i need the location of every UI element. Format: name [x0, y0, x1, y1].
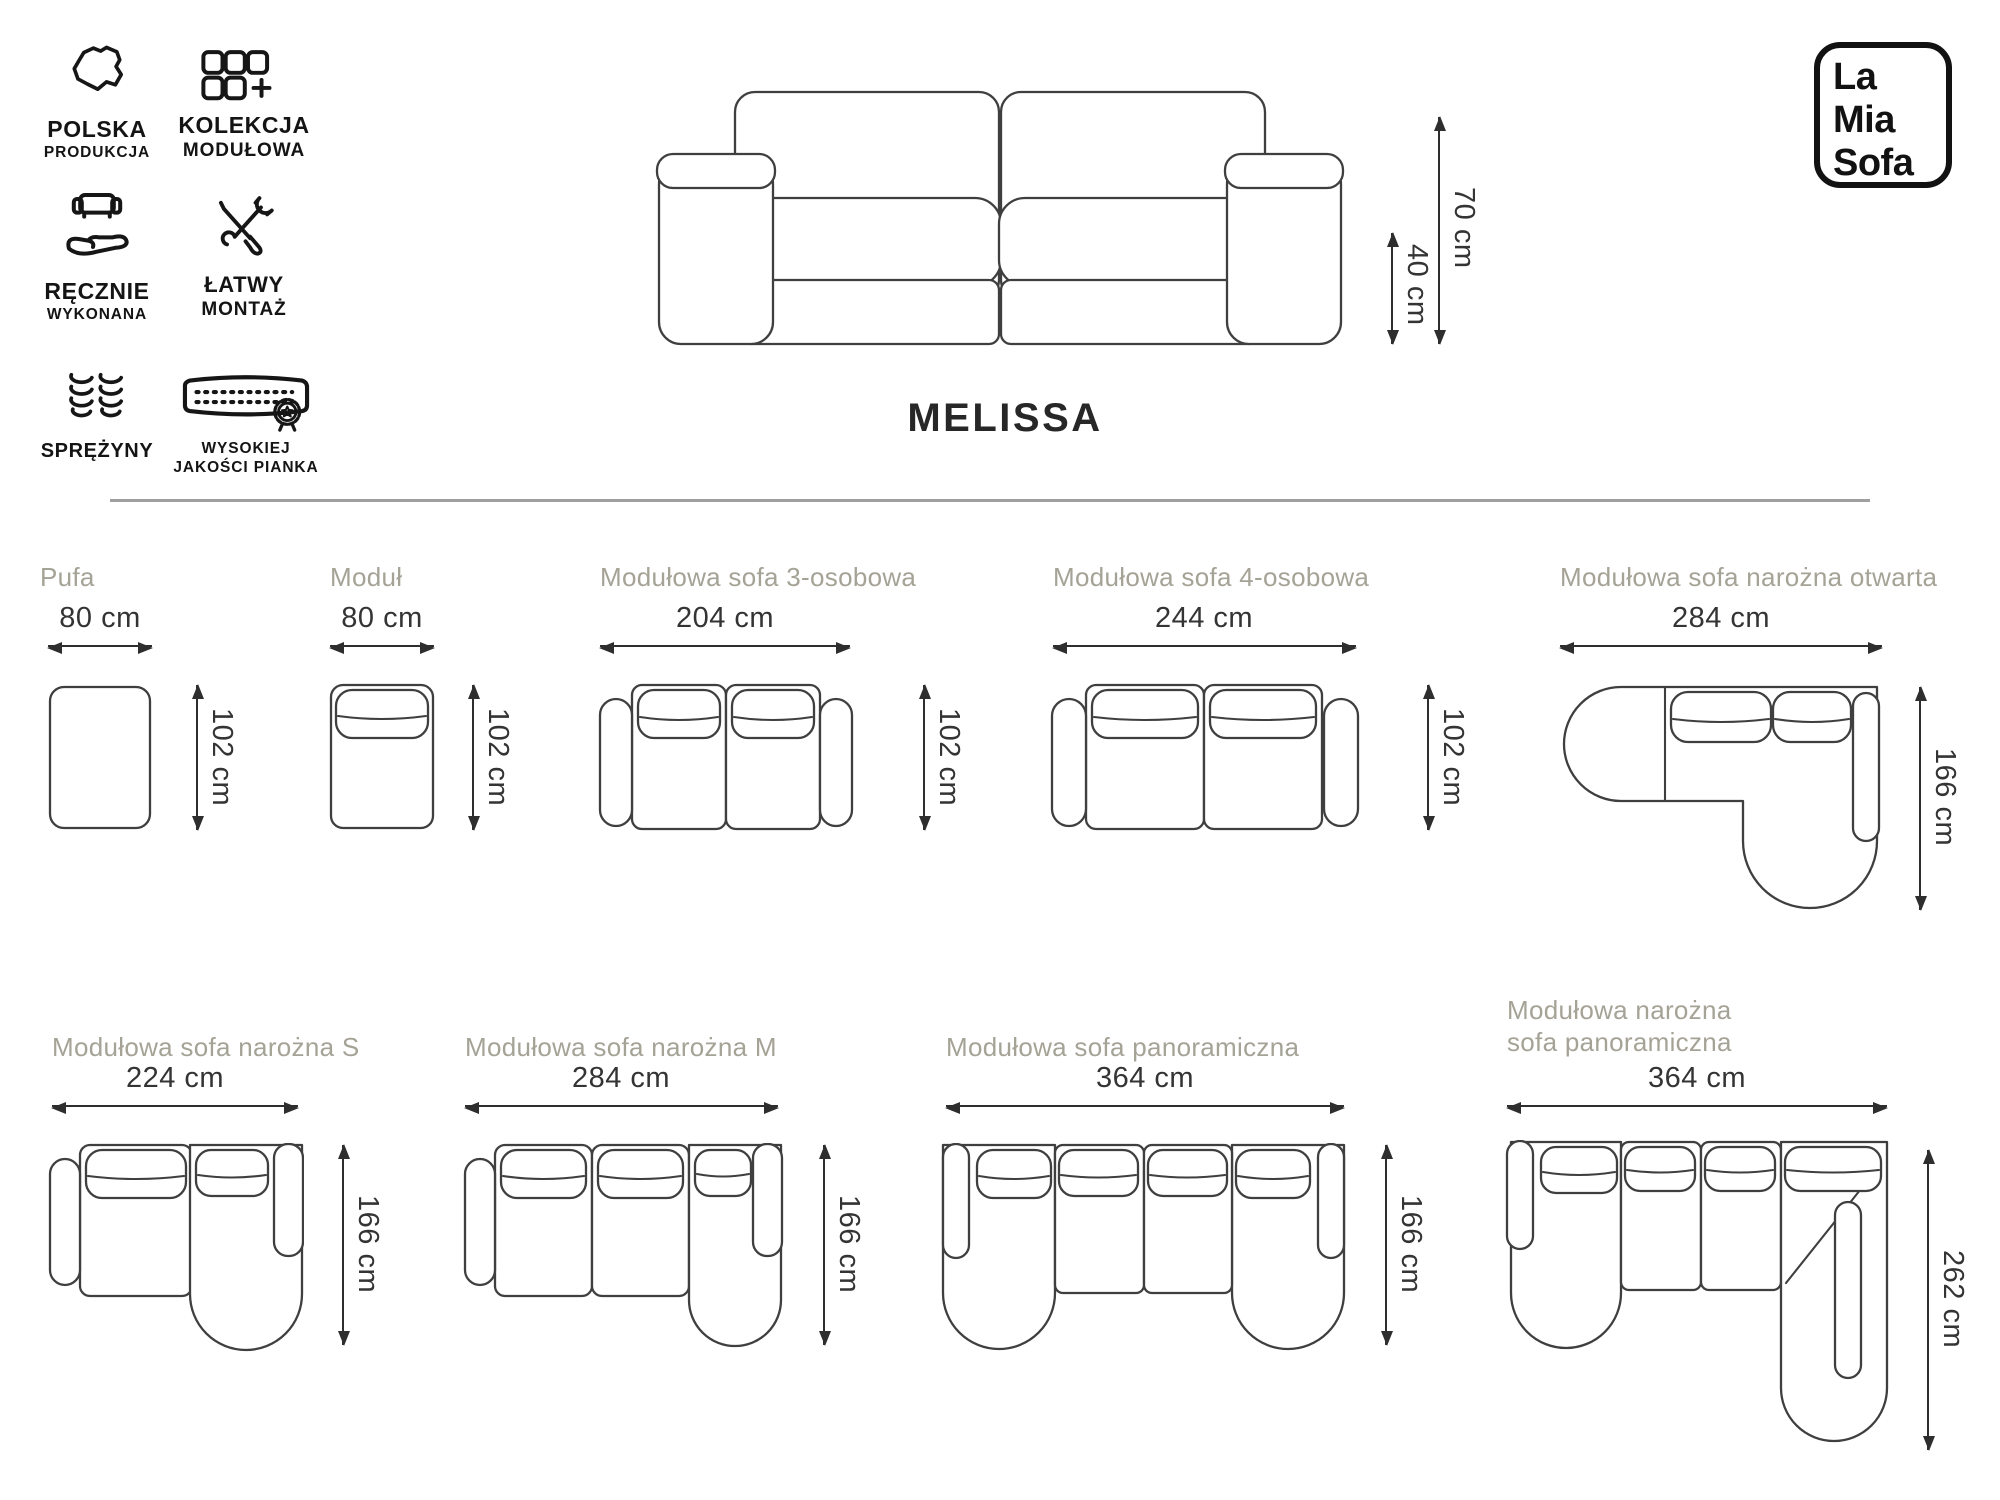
- corner-panoramic-sofa-top-view-drawing: [1505, 1140, 1889, 1456]
- feature-sublabel: WYKONANA: [46, 306, 148, 323]
- variant-depth-label: 102 cm: [206, 708, 238, 807]
- springs-icon: [64, 364, 130, 428]
- variant-width-label: 244 cm: [1154, 602, 1254, 634]
- foam-quality-icon: [180, 372, 312, 432]
- logo-line: La: [1833, 56, 1877, 98]
- variant-title: Pufa: [40, 562, 95, 592]
- feature-label: POLSKA: [47, 116, 147, 142]
- corner-sofa-s-top-view-drawing: [48, 1143, 304, 1352]
- feature-label: SPRĘŻYNY: [40, 440, 154, 462]
- width-arrow: [48, 645, 152, 647]
- corner-open-sofa-top-view-drawing: [1557, 685, 1887, 913]
- width-arrow: [1053, 645, 1356, 647]
- hand-sofa-icon: [61, 190, 133, 272]
- variant-width-label: 224 cm: [125, 1062, 225, 1094]
- feature-sprezyny: [26, 364, 168, 463]
- variant-title: Modułowa narożna sofa panoramiczna: [1507, 995, 1732, 1057]
- feature-kolekcja-modulowa: [166, 46, 322, 162]
- depth-arrow: [1919, 687, 1921, 910]
- variant-depth-label: 262 cm: [1937, 1250, 1969, 1349]
- variant-title: Modułowa sofa panoramiczna: [946, 1032, 1300, 1062]
- overall-height-label: 70 cm: [1448, 187, 1480, 269]
- depth-arrow: [342, 1145, 344, 1345]
- variant-title: Modułowa sofa narożna M: [465, 1032, 777, 1062]
- feature-sublabel: MONTAŻ: [201, 299, 287, 320]
- depth-arrow: [1927, 1150, 1929, 1450]
- width-arrow: [1507, 1105, 1887, 1107]
- variant-title: Moduł: [330, 562, 403, 592]
- variant-width-label: 204 cm: [675, 602, 775, 634]
- variant-depth-label: 166 cm: [352, 1195, 384, 1294]
- width-arrow: [1560, 645, 1882, 647]
- feature-sublabel: PRODUKCJA: [43, 144, 151, 161]
- variant-depth-label: 102 cm: [482, 708, 514, 807]
- sofa-3-seater-top-view-drawing: [598, 683, 854, 832]
- variant-depth-label: 166 cm: [1395, 1195, 1427, 1294]
- width-arrow: [465, 1105, 778, 1107]
- feature-sublabel: JAKOŚCI PIANKA: [173, 459, 319, 476]
- sofa-front-view-drawing: [655, 90, 1345, 346]
- variant-title: Modułowa sofa narożna S: [52, 1032, 360, 1062]
- feature-label: WYSOKIEJ: [201, 440, 291, 457]
- variant-width-label: 364 cm: [1647, 1062, 1747, 1094]
- tools-icon: [213, 192, 275, 266]
- depth-arrow: [1427, 685, 1429, 830]
- product-name: MELISSA: [907, 396, 1103, 440]
- variant-title: Modułowa sofa 3-osobowa: [600, 562, 917, 592]
- seat-height-label: 40 cm: [1401, 244, 1433, 326]
- depth-arrow: [1385, 1145, 1387, 1345]
- feature-wysokiej-jakosci-pianka: [158, 372, 334, 477]
- width-arrow: [52, 1105, 298, 1107]
- variant-depth-label: 102 cm: [933, 708, 965, 807]
- variant-width-label: 284 cm: [571, 1062, 671, 1094]
- seat-height-arrow: [1391, 233, 1393, 344]
- panoramic-sofa-top-view-drawing: [941, 1143, 1346, 1358]
- feature-recznie-wykonana: [26, 190, 168, 324]
- feature-latwy-montaz: [166, 192, 322, 321]
- modules-plus-icon: [201, 46, 287, 106]
- feature-sublabel: MODUŁOWA: [182, 140, 306, 161]
- variant-depth-label: 166 cm: [833, 1195, 865, 1294]
- variant-width-label: 80 cm: [59, 602, 141, 634]
- feature-label: KOLEKCJA: [178, 112, 310, 138]
- sofa-4-seater-top-view-drawing: [1050, 683, 1360, 832]
- logo-line: Mia: [1833, 99, 1895, 141]
- modul-top-view-drawing: [329, 683, 435, 830]
- poland-map-icon: [64, 42, 130, 110]
- logo-line: Sofa: [1833, 142, 1914, 184]
- variant-width-label: 80 cm: [341, 602, 423, 634]
- section-divider: [110, 499, 1870, 502]
- variant-width-label: 364 cm: [1095, 1062, 1195, 1094]
- variant-width-label: 284 cm: [1671, 602, 1771, 634]
- variant-depth-label: 102 cm: [1437, 708, 1469, 807]
- width-arrow: [600, 645, 850, 647]
- variant-depth-label: 166 cm: [1929, 748, 1961, 847]
- variant-title: Modułowa sofa narożna otwarta: [1560, 562, 1938, 592]
- feature-polska-produkcja: [26, 42, 168, 162]
- la-mia-sofa-logo: [1814, 42, 1952, 188]
- depth-arrow: [196, 685, 198, 830]
- pufa-top-view-drawing: [48, 685, 152, 830]
- feature-label: RĘCZNIE: [44, 278, 150, 304]
- depth-arrow: [472, 685, 474, 830]
- depth-arrow: [823, 1145, 825, 1345]
- width-arrow: [330, 645, 434, 647]
- feature-label: ŁATWY: [204, 272, 284, 297]
- depth-arrow: [923, 685, 925, 830]
- overall-height-arrow: [1438, 117, 1440, 344]
- corner-sofa-m-top-view-drawing: [463, 1143, 785, 1356]
- width-arrow: [946, 1105, 1344, 1107]
- variant-title: Modułowa sofa 4-osobowa: [1053, 562, 1370, 592]
